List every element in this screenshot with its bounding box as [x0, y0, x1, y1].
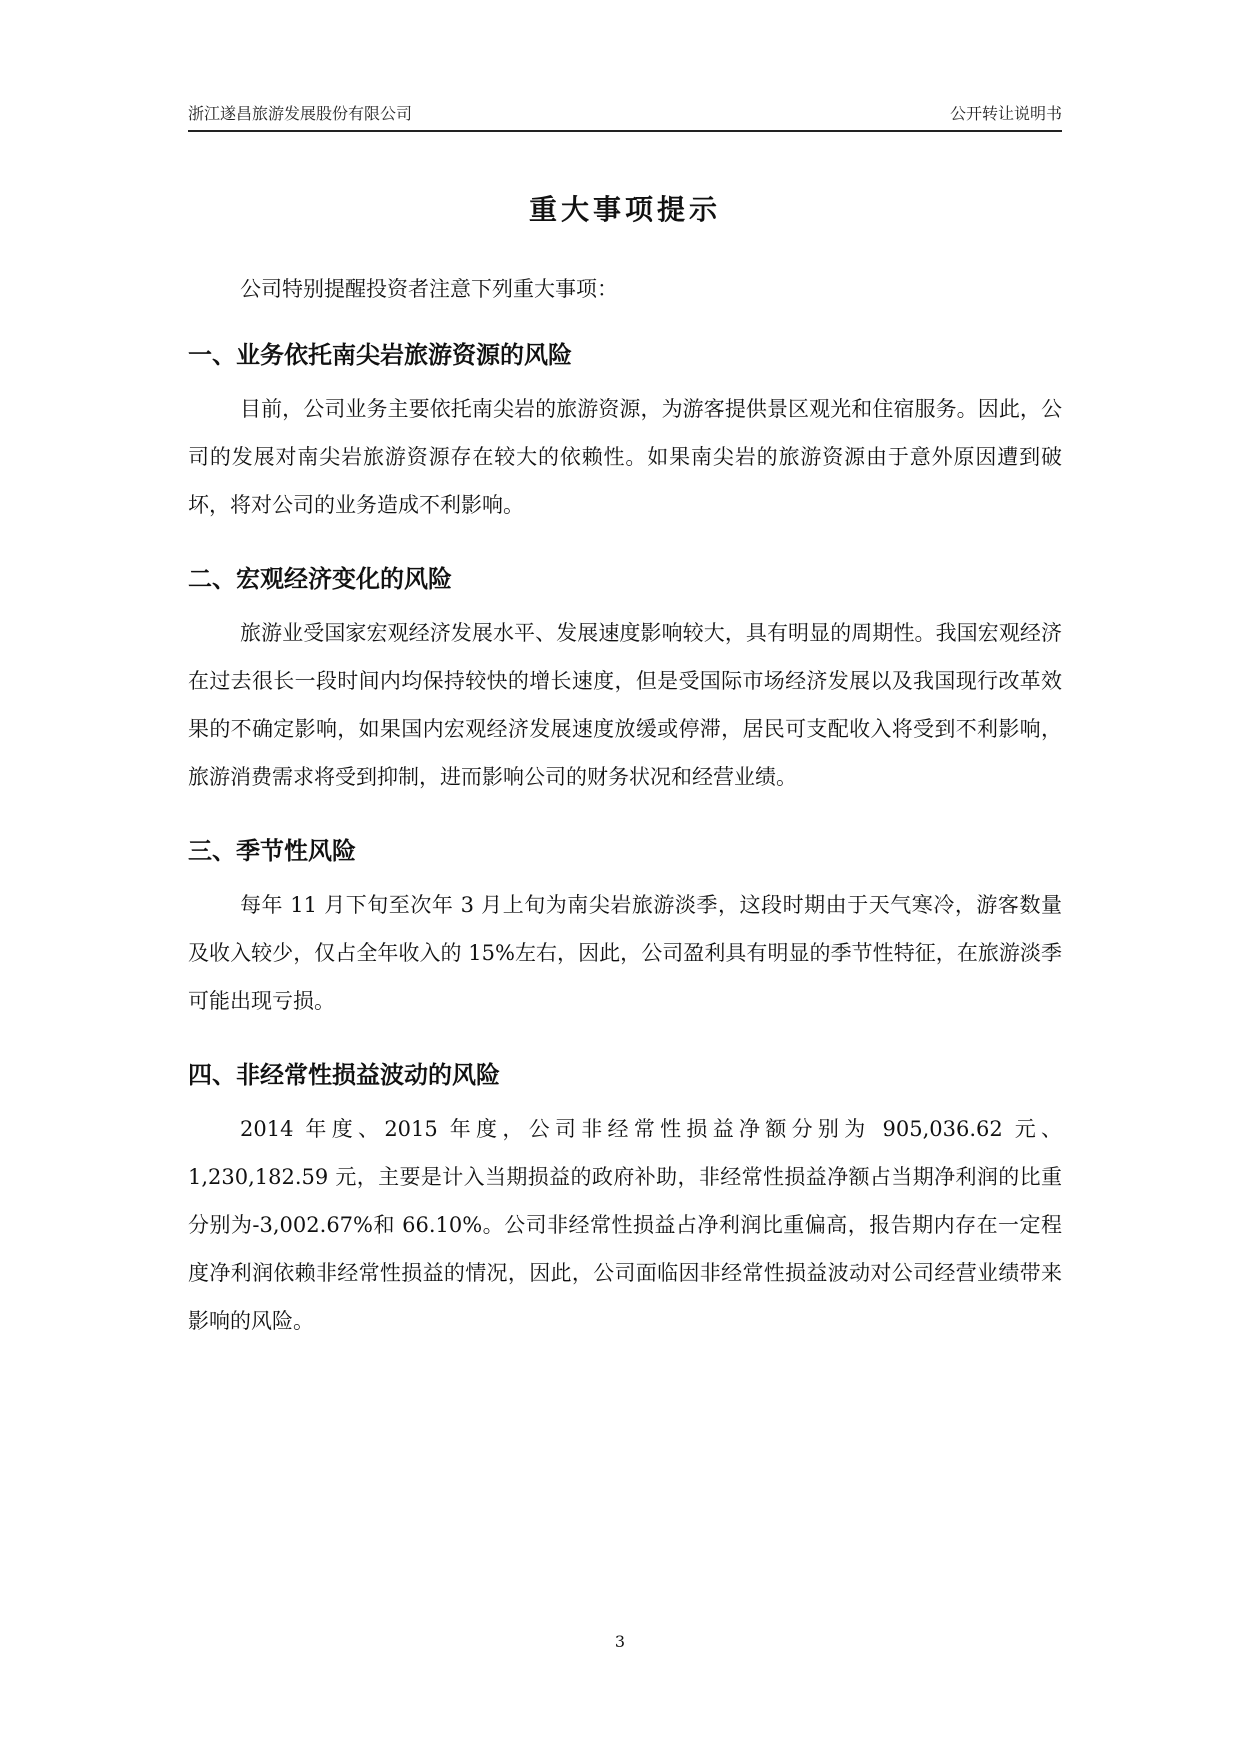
- section-body-business-risk: 目前，公司业务主要依托南尖岩的旅游资源，为游客提供景区观光和住宿服务。因此，公司的发展对南尖岩旅游资源存在较大的依赖性。如果南尖岩的旅游资源由于意外原因遭到破坏，将对公司的业务造成不利影响。: [188, 397, 1062, 517]
- header-company-name: 浙江遂昌旅游发展股份有限公司: [188, 104, 413, 123]
- section-heading-seasonal-risk: 三、季节性风险: [188, 837, 356, 865]
- page-header: [188, 98, 1062, 132]
- section-body-macro-risk: 旅游业受国家宏观经济发展水平、发展速度影响较大，具有明显的周期性。我国宏观经济在过去很长一段时间内均保持较快的增长速度，但是受国际市场经济发展以及我国现行改革效果的不确定影响，如果国内宏观经济发展速度放缓或停滞，居民可支配收入将受到不利影响，旅游消费需求将受到抑制，进而影响公司的财务状况和经营业绩。: [188, 621, 1062, 789]
- section-heading-macro-risk: 二、宏观经济变化的风险: [188, 565, 452, 593]
- header-document-type: 公开转让说明书: [949, 104, 1062, 123]
- intro-paragraph: 公司特别提醒投资者注意下列重大事项：: [240, 277, 618, 301]
- page-number: 3: [614, 1632, 626, 1651]
- section-heading-business-risk: 一、业务依托南尖岩旅游资源的风险: [188, 341, 572, 369]
- section-body-seasonal-risk: 每年 11 月下旬至次年 3 月上旬为南尖岩旅游淡季，这段时期由于天气寒冷，游客数量及收入较少，仅占全年收入的 15%左右，因此，公司盈利具有明显的季节性特征，在旅游淡季可能出现亏损。: [188, 893, 1062, 1013]
- page-content: [188, 265, 1062, 1375]
- section-heading-nonrecurring-risk: 四、非经常性损益波动的风险: [188, 1061, 500, 1089]
- section-body-nonrecurring-risk: 2014 年度、2015 年度，公司非经常性损益净额分别为 905,036.62 元、1,230,182.59 元，主要是计入当期损益的政府补助，非经常性损益净额占当期净利润的比重分别为-3,002.67%和 66.10%。公司非经常性损益占净利润比重偏高，报告期内存在一定程度净利润依赖非经常性损益的情况，因此，公司面临因非经常性损益波动对公司经营业绩带来影响的风险。: [188, 1117, 1062, 1333]
- page-title: 重大事项提示: [528, 193, 721, 226]
